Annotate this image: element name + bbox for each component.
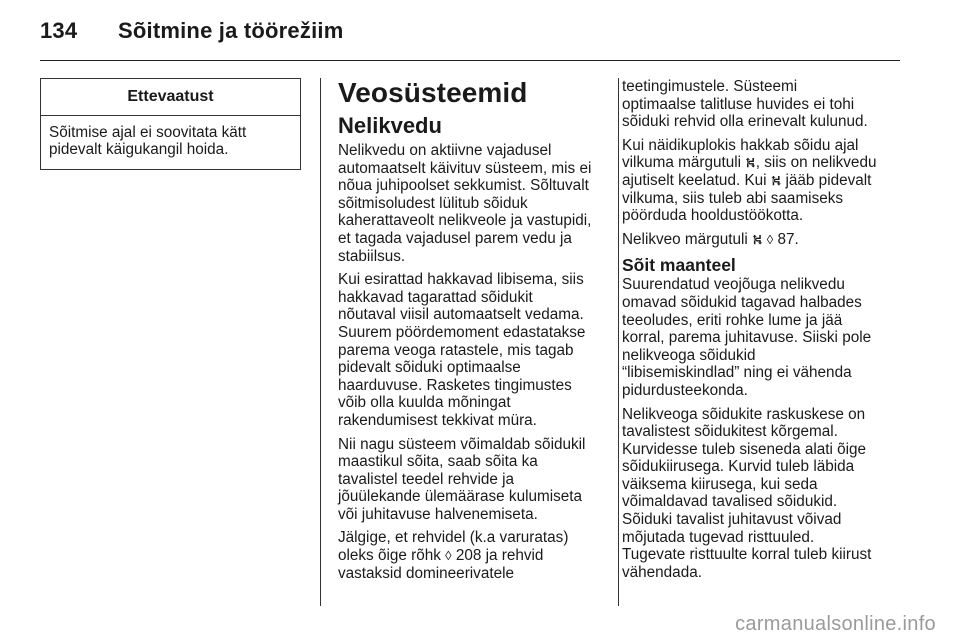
text-line: Jälgige, et rehvidel (k.a varuratas)	[338, 529, 569, 547]
caution-box	[40, 78, 301, 170]
awd-warning-lamp-icon: ⛕	[770, 171, 782, 188]
text-line: pidurdusteekonda.	[622, 381, 748, 399]
text-line: ajutiselt keelatud. Kui	[622, 171, 771, 189]
text-line: vilkuma märgutuli	[622, 154, 746, 172]
text-line: omavad sõidukid tagavad halbades	[622, 293, 862, 311]
page-reference-icon[interactable]: ◊	[445, 548, 452, 564]
paragraph	[622, 276, 906, 399]
paragraph	[338, 529, 610, 582]
text-line: Nelikvedu on aktiivne vajadusel	[338, 142, 552, 159]
text-line: maastikul sõita, saab sõita ka	[338, 453, 538, 471]
text-line: tavalistel teedel rehvide ja	[338, 470, 515, 488]
text-line: sõiduki rehvid olla erinevalt kulunud.	[622, 113, 868, 131]
paragraph	[622, 137, 906, 225]
text-line: nõutaval viisil automaatselt vedama.	[338, 306, 584, 324]
text-line: et tagada vajadusel parem vedu ja	[338, 229, 572, 247]
subsection-heading: Nelikvedu	[338, 113, 442, 138]
page-reference-icon[interactable]: ◊	[766, 231, 774, 247]
column-middle	[338, 78, 610, 588]
text-line: sõidukiirusega. Kurvid tuleb läbida	[622, 458, 855, 476]
text-line: korral, parema juhitavuse. Siiski pole	[622, 329, 872, 347]
header-divider	[40, 60, 900, 61]
caution-line: Sõitmise ajal ei soovitata kätt	[49, 123, 247, 141]
text-line: nelikveoga sõidukid	[622, 346, 756, 364]
text-line: Nii nagu süsteem võimaldab sõidukil	[338, 435, 586, 453]
text-line: tavalistest sõidukitest kõrgemal.	[622, 423, 838, 441]
text-line: Kurvidesse tuleb siseneda alati õige	[622, 440, 867, 458]
text-line: automaatselt käivituv süsteem, mis ei	[338, 159, 592, 177]
text-line: teeoludes, eriti rohke lume ja jää	[622, 311, 843, 329]
caution-line: pidevalt käigukangil hoida.	[49, 141, 229, 159]
caution-title: Ettevaatust	[41, 79, 300, 116]
awd-warning-lamp-icon: ⛕	[745, 154, 756, 171]
column-left	[40, 78, 303, 170]
text-line: teetingimustele. Süsteemi	[622, 78, 798, 95]
text-line: võimaldavad tavalised sõidukid.	[622, 493, 838, 511]
text-line: Suurendatud veojõuga nelikvedu	[622, 276, 845, 294]
chapter-title: Sõitmine ja töörežiim	[118, 18, 344, 43]
text-line: kaherattaveolt nelikveole ja vastupidi,	[338, 212, 592, 230]
page-number: 134	[40, 18, 78, 43]
text-line: pidevalt sõiduki optimaalse	[338, 359, 521, 377]
text-line: jõuülekande ülemäärase kulumiseta	[338, 488, 583, 506]
text-line: mõjutada tugevad risttuuled.	[622, 528, 815, 546]
text-line: jääb pidevalt	[781, 171, 872, 189]
paragraph	[338, 271, 610, 429]
text-line: haarduvuse. Rasketes tingimustes	[338, 376, 572, 394]
text-line: hakkavad tagarattad sõidukit	[338, 288, 533, 306]
text-line: vähendada.	[622, 563, 702, 581]
text-line: vastaksid domineerivatele	[338, 564, 515, 582]
text-line: Nelikveoga sõidukite raskuskese on	[622, 405, 866, 423]
text-line: sõitmisoludest lülitub sõiduk	[338, 194, 528, 212]
column-divider	[618, 78, 619, 606]
caution-text	[41, 116, 300, 169]
text-line: “libisemiskindlad” ning ei vähenda	[622, 364, 852, 382]
text-line: võib olla kuulda mõningat	[338, 394, 511, 412]
paragraph	[338, 436, 610, 524]
text-line: parema veoga ratastele, mis tagab	[338, 341, 574, 359]
column-divider	[320, 78, 321, 606]
watermark: carmanualsonline.info	[735, 613, 936, 635]
column-right	[622, 78, 906, 587]
text-line: väiksema kiirusega, kui seda	[622, 475, 818, 493]
text-line: Suurem pöördemoment edastatakse	[338, 323, 586, 341]
paragraph	[622, 78, 906, 131]
text-line: Nelikveo märgutuli	[622, 230, 753, 248]
text-line: või juhitavuse halvenemiseta.	[338, 505, 538, 523]
text-line: oleks õige rõhk	[338, 547, 446, 565]
subsection-heading: Sõit maanteel	[622, 255, 736, 276]
awd-warning-lamp-icon: ⛕	[752, 230, 763, 247]
paragraph	[622, 406, 906, 582]
text-line: , siis on nelikvedu	[755, 154, 877, 172]
paragraph	[622, 231, 906, 249]
text-line: Tugevate risttuulte korral tuleb kiirust	[622, 546, 872, 564]
text-line: stabiilsus.	[338, 247, 406, 265]
text-line: vilkuma, siis tuleb abi saamiseks	[622, 189, 844, 207]
text-line: rakendumisest tekkivat müra.	[338, 411, 537, 429]
text-line: pöörduda hooldustöökotta.	[622, 207, 804, 225]
text-line: nõua juhipoolset sekkumist. Sõltuvalt	[338, 177, 589, 195]
text-line: Kui esirattad hakkavad libisema, siis	[338, 271, 584, 289]
page-reference-link[interactable]: 87.	[773, 230, 799, 248]
text-line: Sõiduki tavalist juhitavust võivad	[622, 511, 842, 529]
text-line: Kui näidikuplokis hakkab sõidu ajal	[622, 136, 859, 154]
paragraph	[338, 142, 610, 265]
section-heading: Veosüsteemid	[338, 77, 528, 108]
page-reference-link[interactable]: 208 ja rehvid	[451, 547, 544, 565]
text-line: optimaalse talitluse huvides ei tohi	[622, 95, 855, 113]
